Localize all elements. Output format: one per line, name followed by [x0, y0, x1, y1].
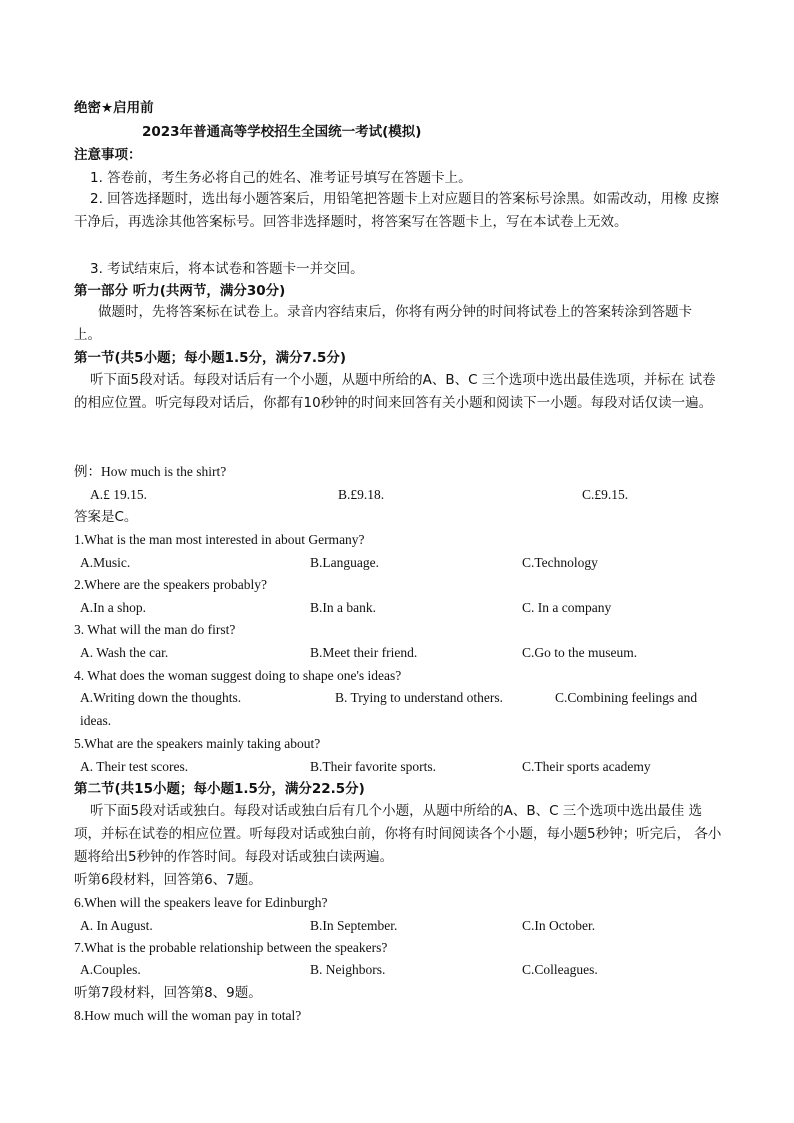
section1-intro: 听下面5段对话。每段对话后有一个小题，从题中所给的A、B、C 三个选项中选出最佳选项，并标在 试卷的相应位置。听完每段对话后，你都有10秒钟的时间来回答有关小题和阅读下一小题。每段对话仅读一遍。: [74, 372, 716, 411]
example-answer: 答案是C。: [74, 509, 138, 525]
part1-heading: 第一部分 听力(共两节，满分30分): [74, 283, 286, 299]
question-4-options: [80, 688, 722, 708]
question-6-options: [80, 916, 722, 936]
question-3-options: [80, 643, 722, 663]
question-3: 3. What will the man do first?: [74, 622, 236, 637]
question-5-options: [80, 757, 722, 777]
example-option-a: A.£ 19.15.: [90, 487, 147, 502]
q7-option-c: C.Colleagues.: [522, 962, 598, 977]
q6-option-a: A. In August.: [80, 918, 153, 933]
question-7: 7.What is the probable relationship between the speakers?: [74, 940, 388, 955]
section2-intro: 听下面5段对话或独白。每段对话或独白后有几个小题，从题中所给的A、B、C 三个选项中选出最佳 选项，并标在试卷的相应位置。听每段对话或独白前，你将有时间阅读各个小题，每小题5秒钟；听完后， 各小题将给出5秒钟的作答时间。每段对话或独白读两遍。: [74, 803, 722, 865]
question-7-options: [80, 960, 722, 980]
q4-option-a: A.Writing down the thoughts.: [80, 690, 242, 705]
q4-option-b: B. Trying to understand others.: [335, 690, 504, 705]
q5-option-b: B.Their favorite sports.: [310, 759, 436, 774]
question-1: 1.What is the man most interested in about Germany?: [74, 532, 365, 547]
question-6: 6.When will the speakers leave for Edinburgh?: [74, 895, 328, 910]
section2-heading: 第二节(共15小题；每小题1.5分，满分22.5分): [74, 781, 365, 797]
question-1-options: [80, 553, 722, 573]
q2-option-c: C. In a company: [522, 600, 612, 615]
material-6-label: 听第6段材料，回答第6、7题。: [74, 872, 262, 888]
example-option-c: C.£9.15.: [582, 487, 629, 502]
q5-option-c: C.Their sports academy: [522, 759, 651, 774]
q6-option-c: C.In October.: [522, 918, 596, 933]
question-2-options: [80, 598, 722, 618]
question-2: 2.Where are the speakers probably?: [74, 577, 268, 592]
question-5: 5.What are the speakers mainly taking about?: [74, 736, 321, 751]
q7-option-b: B. Neighbors.: [310, 962, 386, 977]
section1-heading: 第一节(共5小题；每小题1.5分，满分7.5分): [74, 350, 347, 366]
q3-option-b: B.Meet their friend.: [310, 645, 418, 660]
example-question: 例：How much is the shirt?: [74, 464, 227, 479]
q5-option-a: A. Their test scores.: [80, 759, 189, 774]
notes-heading: 注意事项：: [74, 147, 142, 163]
q6-option-b: B.In September.: [310, 918, 398, 933]
example-options: [80, 485, 722, 505]
example-option-b: B.£9.18.: [338, 487, 385, 502]
note-item-1: 1. 答卷前，考生务必将自己的姓名、准考证号填写在答题卡上。: [90, 170, 472, 186]
q1-option-c: C.Technology: [522, 555, 598, 570]
secret-label: 绝密★启用前: [74, 100, 154, 116]
q3-option-a: A. Wash the car.: [80, 645, 169, 660]
q3-option-c: C.Go to the museum.: [522, 645, 638, 660]
material-7-label: 听第7段材料，回答第8、9题。: [74, 985, 262, 1001]
q4-option-c: C.Combining feelings and: [555, 690, 698, 705]
question-4: 4. What does the woman suggest doing to shape one's ideas?: [74, 668, 402, 683]
exam-title: 2023年普通高等学校招生全国统一考试(模拟): [142, 124, 422, 140]
part1-intro: 做题时，先将答案标在试卷上。录音内容结束后，你将有两分钟的时间将试卷上的答案转涂到答题卡 上。: [74, 304, 692, 343]
q2-option-a: A.In a shop.: [80, 600, 146, 615]
note-item-2: 2. 回答选择题时，选出每小题答案后，用铅笔把答题卡上对应题目的答案标号涂黑。如需改动，用橡 皮擦干净后，再选涂其他答案标号。回答非选择题时，将答案写在答题卡上，写在本试卷上无效。: [74, 191, 719, 230]
q7-option-a: A.Couples.: [80, 962, 141, 977]
q2-option-b: B.In a bank.: [310, 600, 376, 615]
q4-option-c-continued: ideas.: [80, 713, 112, 728]
note-item-3: 3. 考试结束后，将本试卷和答题卡一并交回。: [90, 261, 364, 277]
q1-option-b: B.Language.: [310, 555, 379, 570]
q1-option-a: A.Music.: [80, 555, 131, 570]
question-8: 8.How much will the woman pay in total?: [74, 1008, 302, 1023]
